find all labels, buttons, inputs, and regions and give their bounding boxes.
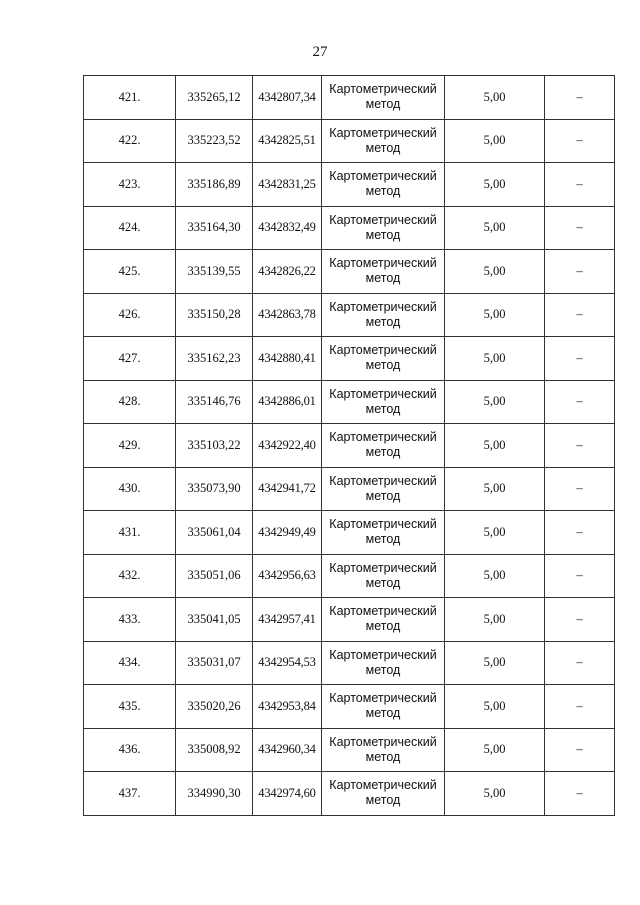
point-number-cell: 421. xyxy=(84,76,176,120)
accuracy-cell: 5,00 xyxy=(445,250,545,294)
x-coordinate-cell: 335051,06 xyxy=(176,554,253,598)
method-cell xyxy=(322,641,445,685)
x-coordinate-cell: 335020,26 xyxy=(176,685,253,729)
accuracy-cell: 5,00 xyxy=(445,728,545,772)
y-coordinate-cell: 4342880,41 xyxy=(253,337,322,381)
method-line-2: метод xyxy=(365,662,401,677)
table-row xyxy=(84,380,615,424)
point-number-cell: 424. xyxy=(84,206,176,250)
accuracy-cell: 5,00 xyxy=(445,598,545,642)
table-row xyxy=(84,554,615,598)
accuracy-cell: 5,00 xyxy=(445,163,545,207)
table-row xyxy=(84,293,615,337)
method-cell xyxy=(322,337,445,381)
dash-cell: – xyxy=(545,554,615,598)
method-line-2: метод xyxy=(365,358,401,373)
accuracy-cell: 5,00 xyxy=(445,424,545,468)
point-number-cell: 437. xyxy=(84,772,176,816)
y-coordinate-cell: 4342807,34 xyxy=(253,76,322,120)
x-coordinate-cell: 335223,52 xyxy=(176,119,253,163)
method-line-2: метод xyxy=(365,227,401,242)
dash-cell: – xyxy=(545,685,615,729)
dash-cell: – xyxy=(545,76,615,120)
method-line-1: Картометрический xyxy=(329,604,437,619)
method-line-2: метод xyxy=(365,401,401,416)
y-coordinate-cell: 4342960,34 xyxy=(253,728,322,772)
table-row xyxy=(84,163,615,207)
y-coordinate-cell: 4342831,25 xyxy=(253,163,322,207)
accuracy-cell: 5,00 xyxy=(445,380,545,424)
dash-cell: – xyxy=(545,511,615,555)
x-coordinate-cell: 335008,92 xyxy=(176,728,253,772)
x-coordinate-cell: 335031,07 xyxy=(176,641,253,685)
method-cell xyxy=(322,728,445,772)
x-coordinate-cell: 335103,22 xyxy=(176,424,253,468)
x-coordinate-cell: 335139,55 xyxy=(176,250,253,294)
method-cell xyxy=(322,772,445,816)
point-number-cell: 429. xyxy=(84,424,176,468)
accuracy-cell: 5,00 xyxy=(445,206,545,250)
point-number-cell: 435. xyxy=(84,685,176,729)
accuracy-cell: 5,00 xyxy=(445,772,545,816)
method-cell xyxy=(322,380,445,424)
point-number-cell: 432. xyxy=(84,554,176,598)
accuracy-cell: 5,00 xyxy=(445,554,545,598)
method-line-2: метод xyxy=(365,184,401,199)
method-line-1: Картометрический xyxy=(329,517,437,532)
method-cell xyxy=(322,119,445,163)
y-coordinate-cell: 4342974,60 xyxy=(253,772,322,816)
point-number-cell: 434. xyxy=(84,641,176,685)
method-line-1: Картометрический xyxy=(329,125,437,140)
table-row xyxy=(84,772,615,816)
method-cell xyxy=(322,467,445,511)
point-number-cell: 436. xyxy=(84,728,176,772)
method-line-1: Картометрический xyxy=(329,560,437,575)
y-coordinate-cell: 4342949,49 xyxy=(253,511,322,555)
method-cell xyxy=(322,685,445,729)
x-coordinate-cell: 335061,04 xyxy=(176,511,253,555)
dash-cell: – xyxy=(545,728,615,772)
y-coordinate-cell: 4342957,41 xyxy=(253,598,322,642)
table-row xyxy=(84,511,615,555)
table-row xyxy=(84,598,615,642)
x-coordinate-cell: 335162,23 xyxy=(176,337,253,381)
x-coordinate-cell: 335146,76 xyxy=(176,380,253,424)
x-coordinate-cell: 335041,05 xyxy=(176,598,253,642)
y-coordinate-cell: 4342832,49 xyxy=(253,206,322,250)
accuracy-cell: 5,00 xyxy=(445,293,545,337)
point-number-cell: 427. xyxy=(84,337,176,381)
method-line-1: Картометрический xyxy=(329,343,437,358)
method-line-1: Картометрический xyxy=(329,169,437,184)
accuracy-cell: 5,00 xyxy=(445,76,545,120)
method-line-1: Картометрический xyxy=(329,734,437,749)
y-coordinate-cell: 4342825,51 xyxy=(253,119,322,163)
accuracy-cell: 5,00 xyxy=(445,337,545,381)
point-number-cell: 422. xyxy=(84,119,176,163)
dash-cell: – xyxy=(545,641,615,685)
point-number-cell: 430. xyxy=(84,467,176,511)
dash-cell: – xyxy=(545,772,615,816)
method-cell xyxy=(322,206,445,250)
method-line-2: метод xyxy=(365,532,401,547)
method-line-1: Картометрический xyxy=(329,647,437,662)
dash-cell: – xyxy=(545,206,615,250)
method-line-2: метод xyxy=(365,271,401,286)
method-line-2: метод xyxy=(365,488,401,503)
method-cell xyxy=(322,163,445,207)
table-row xyxy=(84,119,615,163)
accuracy-cell: 5,00 xyxy=(445,641,545,685)
y-coordinate-cell: 4342956,63 xyxy=(253,554,322,598)
dash-cell: – xyxy=(545,119,615,163)
dash-cell: – xyxy=(545,380,615,424)
x-coordinate-cell: 335164,30 xyxy=(176,206,253,250)
dash-cell: – xyxy=(545,293,615,337)
page-number: 27 xyxy=(312,44,328,60)
table-row xyxy=(84,337,615,381)
x-coordinate-cell: 335265,12 xyxy=(176,76,253,120)
method-line-2: метод xyxy=(365,97,401,112)
dash-cell: – xyxy=(545,163,615,207)
point-number-cell: 433. xyxy=(84,598,176,642)
table-row xyxy=(84,250,615,294)
method-cell xyxy=(322,293,445,337)
method-line-2: метод xyxy=(365,575,401,590)
method-line-1: Картометрический xyxy=(329,473,437,488)
y-coordinate-cell: 4342941,72 xyxy=(253,467,322,511)
point-number-cell: 431. xyxy=(84,511,176,555)
method-line-2: метод xyxy=(365,793,401,808)
dash-cell: – xyxy=(545,598,615,642)
table-row xyxy=(84,728,615,772)
table-row xyxy=(84,467,615,511)
method-line-1: Картометрический xyxy=(329,212,437,227)
method-line-2: метод xyxy=(365,706,401,721)
method-line-2: метод xyxy=(365,749,401,764)
method-line-1: Картометрический xyxy=(329,691,437,706)
method-cell xyxy=(322,511,445,555)
table-row xyxy=(84,206,615,250)
x-coordinate-cell: 335186,89 xyxy=(176,163,253,207)
accuracy-cell: 5,00 xyxy=(445,685,545,729)
point-number-cell: 428. xyxy=(84,380,176,424)
method-line-1: Картометрический xyxy=(329,778,437,793)
x-coordinate-cell: 334990,30 xyxy=(176,772,253,816)
table-row xyxy=(84,641,615,685)
table-row xyxy=(84,685,615,729)
dash-cell: – xyxy=(545,467,615,511)
accuracy-cell: 5,00 xyxy=(445,511,545,555)
method-line-1: Картометрический xyxy=(329,299,437,314)
x-coordinate-cell: 335150,28 xyxy=(176,293,253,337)
method-cell xyxy=(322,250,445,294)
accuracy-cell: 5,00 xyxy=(445,119,545,163)
point-number-cell: 425. xyxy=(84,250,176,294)
coordinates-table xyxy=(83,75,615,816)
dash-cell: – xyxy=(545,337,615,381)
method-cell xyxy=(322,424,445,468)
point-number-cell: 423. xyxy=(84,163,176,207)
method-cell xyxy=(322,598,445,642)
method-line-1: Картометрический xyxy=(329,82,437,97)
dash-cell: – xyxy=(545,250,615,294)
table-row xyxy=(84,424,615,468)
y-coordinate-cell: 4342954,53 xyxy=(253,641,322,685)
y-coordinate-cell: 4342886,01 xyxy=(253,380,322,424)
method-line-1: Картометрический xyxy=(329,386,437,401)
method-line-2: метод xyxy=(365,619,401,634)
method-line-2: метод xyxy=(365,445,401,460)
dash-cell: – xyxy=(545,424,615,468)
method-line-1: Картометрический xyxy=(329,430,437,445)
point-number-cell: 426. xyxy=(84,293,176,337)
coordinates-table-body xyxy=(84,76,615,816)
method-line-1: Картометрический xyxy=(329,256,437,271)
y-coordinate-cell: 4342826,22 xyxy=(253,250,322,294)
method-cell xyxy=(322,76,445,120)
method-line-2: метод xyxy=(365,314,401,329)
accuracy-cell: 5,00 xyxy=(445,467,545,511)
table-row xyxy=(84,76,615,120)
method-cell xyxy=(322,554,445,598)
method-line-2: метод xyxy=(365,140,401,155)
y-coordinate-cell: 4342922,40 xyxy=(253,424,322,468)
y-coordinate-cell: 4342863,78 xyxy=(253,293,322,337)
x-coordinate-cell: 335073,90 xyxy=(176,467,253,511)
y-coordinate-cell: 4342953,84 xyxy=(253,685,322,729)
